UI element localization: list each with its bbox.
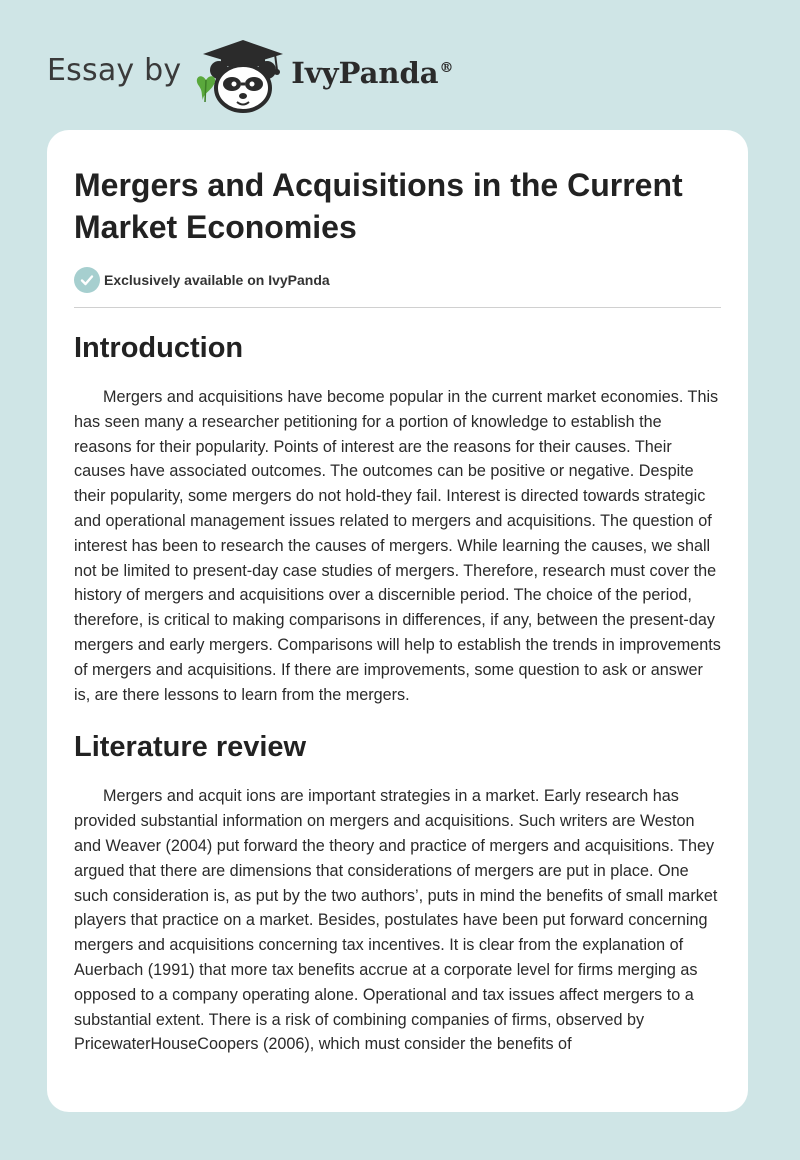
essay-by-label: Essay by [47, 52, 182, 88]
site-header [47, 34, 454, 114]
essay-content [47, 130, 748, 1057]
essay-card [47, 130, 748, 1112]
section-heading: Literature review [74, 731, 307, 764]
essay-title: Mergers and Acquisitions in the Current Market Economies [74, 167, 683, 245]
logo-svg [191, 34, 287, 114]
registered-mark: ® [439, 60, 454, 77]
section-literature-review [74, 729, 721, 1057]
panda-graduate-icon[interactable] [191, 34, 287, 114]
section-paragraph: Mergers and acquisitions have become popular in the current market economies. This has seen many a researcher petitioning for a portion of knowledge to establish the reasons for their popularity. Points of interest are the reasons for their causes. Their causes have associated outcomes. The outcomes can be positive or negative. Despite their popularity, some mergers do not hold-they fail. Interest is directed towards strategic and operational management issues related to mergers and acquisitions. The question of interest has been to research the causes of mergers. While learning the causes, we shall not be limited to present-day case studies of mergers. Therefore, research must cover the history of mergers and acquisitions over a discernible period. The choice of the period, therefore, is critical to making comparisons in differences, if any, between the present-day mergers and early mergers. Comparisons will help to establish the trends in improvements of mergers and acquisitions. If there are improvements, some question to ask or answer is, are there lessons to learn from the mergers. [74, 388, 721, 704]
title-divider [74, 307, 721, 308]
exclusive-label: Exclusively available on IvyPanda [104, 272, 330, 288]
section-paragraph: Mergers and acquit ions are important strategies in a market. Early research has provided substantial information on mergers and acquisitions. Such writers are Weston and Weaver (2004) put forward the theory and practice of mergers and acquisitions. They argued that there are dimensions that considerations of mergers are put in place. One such consideration is, as put by the two authors’, puts in mind the benefits of small market players that practice on a market. Besides, postulates have been put forward concerning mergers and acquisitions concerning tax incentives. It is clear from the explanation of Auerbach (1991) that more tax benefits accrue at a corporate level for firms merging as opposed to a company operating alone. Operational and tax issues affect mergers to a substantial extent. There is a risk of combining companies of firms, observed by PricewaterHouseCoopers (2006), which must consider the benefits of [74, 787, 718, 1054]
brand-text: IvyPanda [291, 56, 439, 90]
check-svg [80, 273, 94, 287]
check-icon [74, 267, 100, 293]
exclusive-badge [74, 266, 721, 294]
section-introduction [74, 330, 721, 707]
section-heading: Introduction [74, 332, 244, 364]
brand-name[interactable] [291, 56, 453, 90]
